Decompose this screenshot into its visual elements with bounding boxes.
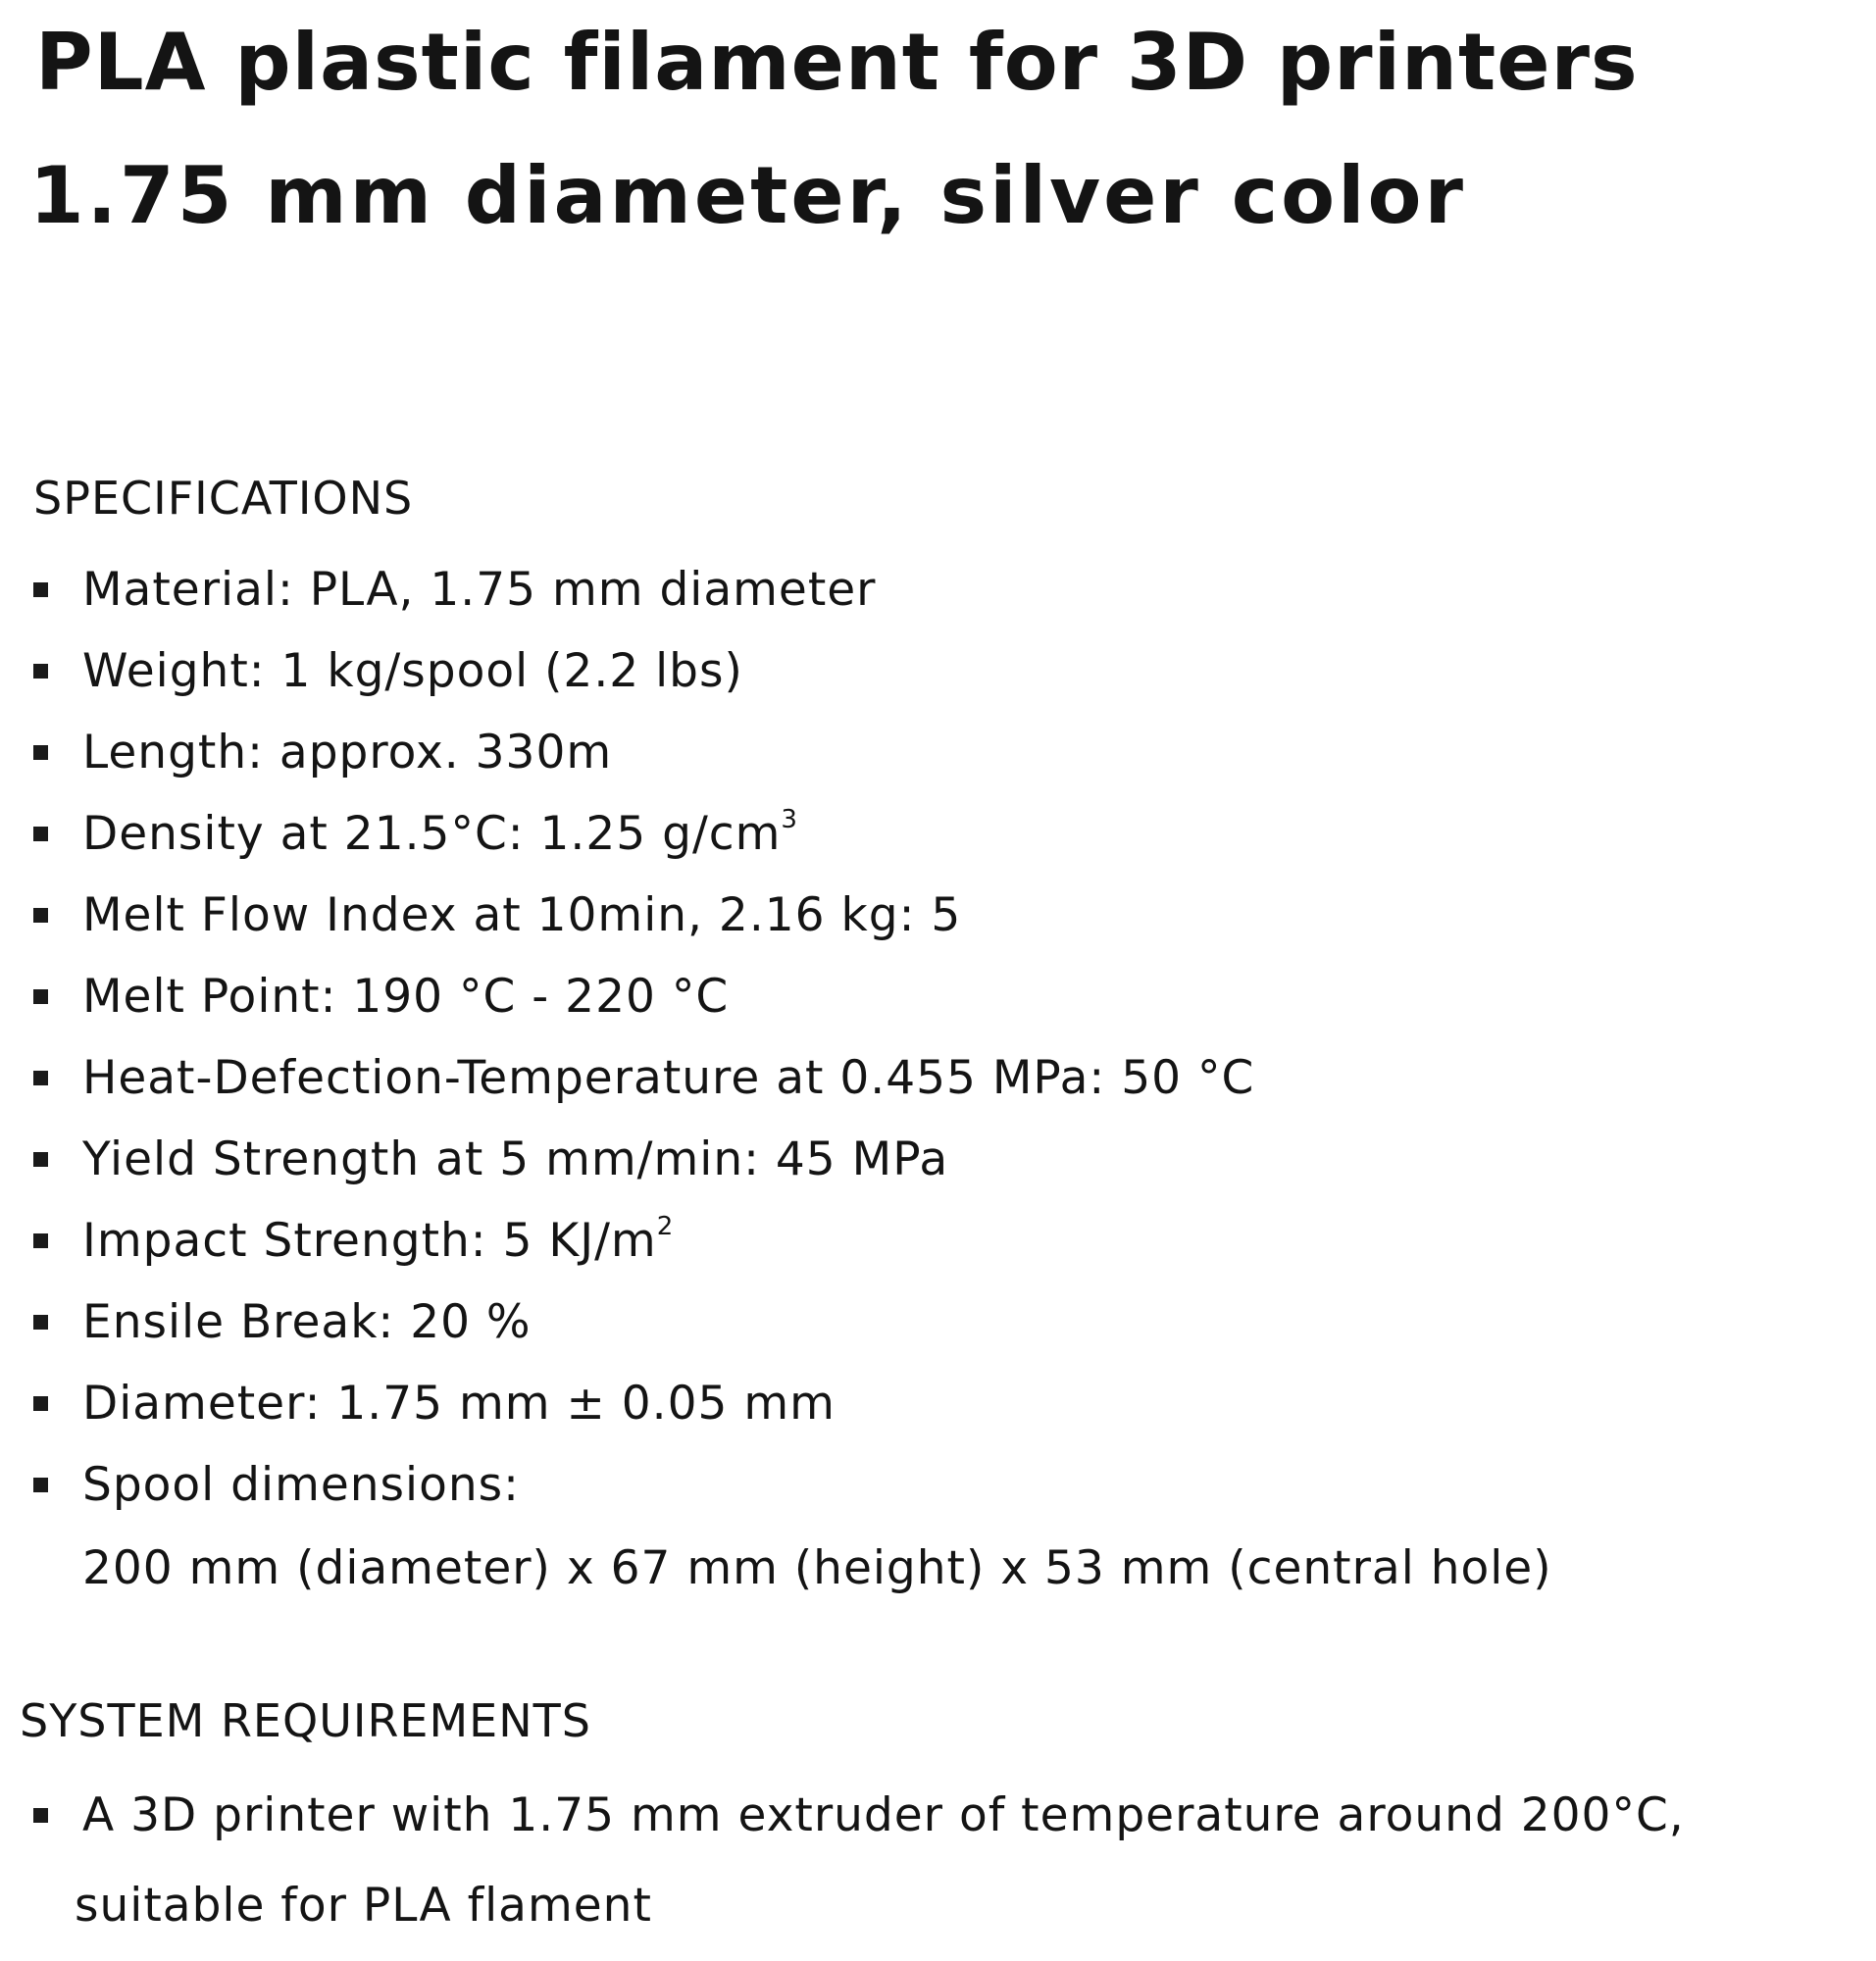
spec-item-length [33,722,1254,803]
spec-text: Length: approx. 330m [82,726,613,779]
product-title: PLA plastic filament for 3D printers [35,17,1639,108]
bullet-icon [33,1808,48,1823]
system-requirements-list [33,1785,1685,1866]
spec-item-weight [33,640,1254,722]
bullet-icon [33,827,48,841]
bullet-icon [33,1233,48,1248]
bullet-icon [33,582,48,597]
spec-item-melt-point [33,966,1254,1047]
spec-text: Melt Flow Index at 10min, 2.16 kg: 5 [82,888,962,942]
superscript: 2 [656,1212,675,1241]
bullet-icon [33,1315,48,1330]
superscript: 3 [781,805,798,834]
spec-item-melt-flow-index [33,884,1254,966]
spec-text: Diameter: 1.75 mm ± 0.05 mm [82,1377,836,1431]
spec-item-spool-dimensions [33,1454,1254,1535]
spec-text: Spool dimensions: [82,1458,520,1512]
bullet-icon [33,908,48,923]
bullet-icon [33,1396,48,1411]
spec-text: Melt Point: 190 °C - 220 °C [82,970,730,1024]
spec-item-tensile-break [33,1291,1254,1373]
specifications-list [33,559,1254,1535]
spec-item-impact-strength [33,1210,1254,1291]
spec-text: Material: PLA, 1.75 mm diameter [82,563,877,617]
spec-text: Density at 21.5°C: 1.25 g/cm [82,807,782,861]
bullet-icon [33,745,48,760]
spool-dimensions-detail: 200 mm (diameter) x 67 mm (height) x 53 mm (central hole) [82,1541,1552,1595]
specifications-heading: SPECIFICATIONS [33,472,414,525]
requirement-item-printer [33,1785,1685,1866]
product-subtitle: 1.75 mm diameter, silver color [29,150,1466,241]
bullet-icon [33,1478,48,1492]
spec-text: Heat-Defection-Temperature at 0.455 MPa: 50 °C [82,1051,1255,1105]
spec-item-density [33,803,1254,884]
bullet-icon [33,664,48,679]
spec-text: Weight: 1 kg/spool (2.2 lbs) [82,644,743,698]
spec-item-heat-deflection [33,1047,1254,1129]
spec-item-material [33,559,1254,640]
requirement-continuation: suitable for PLA flament [75,1879,652,1933]
bullet-icon [33,1152,48,1167]
spec-text: Yield Strength at 5 mm/min: 45 MPa [82,1132,949,1186]
spec-text: Impact Strength: 5 KJ/m [82,1214,657,1268]
bullet-icon [33,1071,48,1085]
spec-text: Ensile Break: 20 % [82,1295,532,1349]
system-requirements-heading: SYSTEM REQUIREMENTS [20,1694,591,1747]
spec-item-yield-strength [33,1129,1254,1210]
spec-item-diameter [33,1373,1254,1454]
requirement-text: A 3D printer with 1.75 mm extruder of temperature around 200°C, [82,1788,1685,1842]
bullet-icon [33,989,48,1004]
